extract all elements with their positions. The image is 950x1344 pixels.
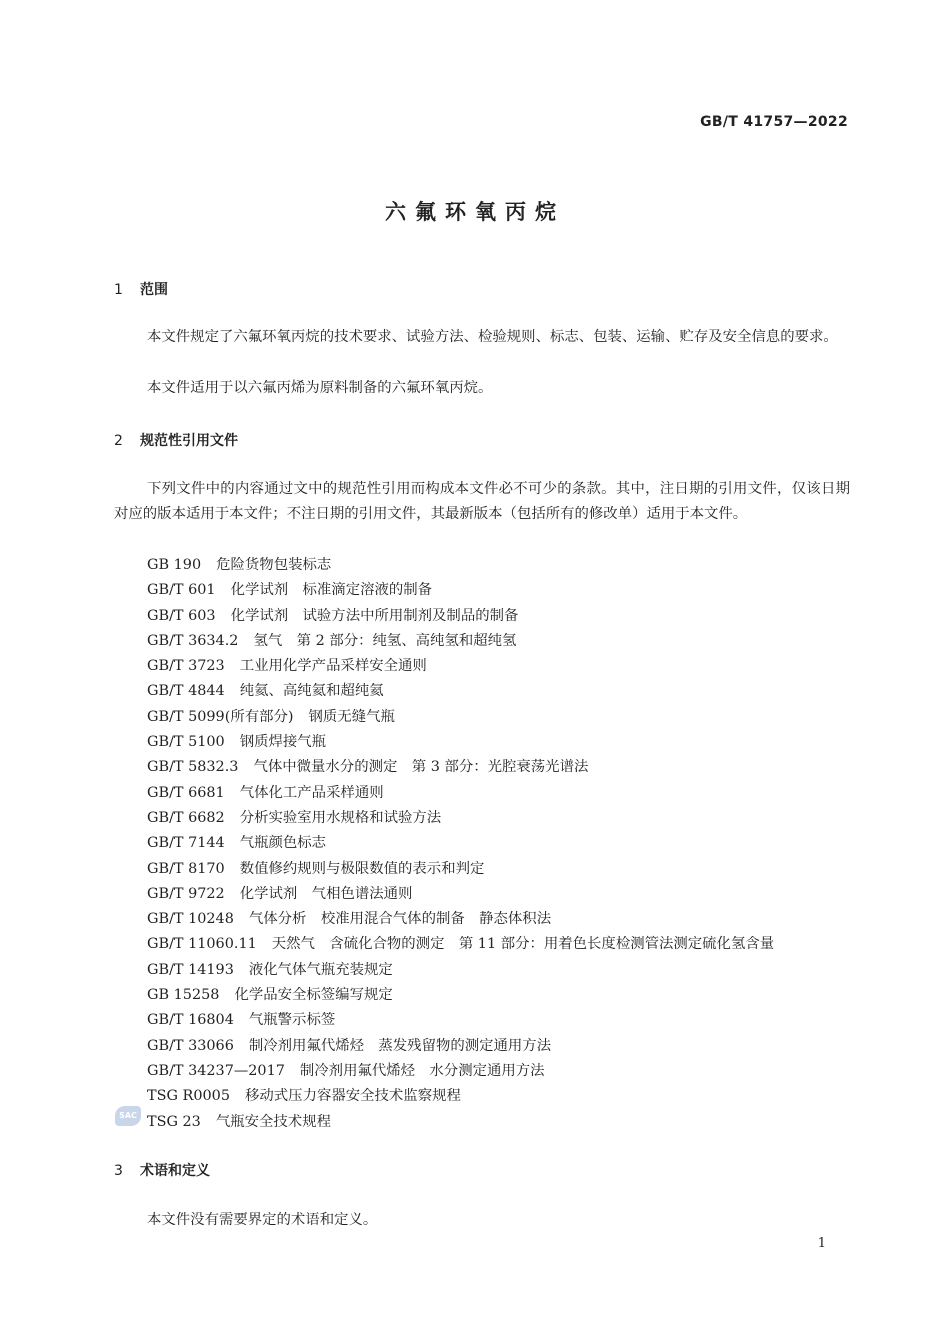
reference-title: 化学试剂 标准滴定溶液的制备 [230, 582, 433, 599]
reference-code: GB/T 5099(所有部分) [147, 708, 294, 725]
section-number: 3 [114, 1163, 123, 1179]
section-3-heading [114, 1160, 210, 1180]
reference-title: 化学品安全标签编写规定 [234, 987, 393, 1004]
reference-item [147, 654, 774, 679]
reference-item [147, 679, 774, 704]
reference-title: 气瓶颜色标志 [239, 835, 327, 852]
reference-item [147, 958, 774, 983]
reference-title: 氢气 第 2 部分：纯氢、高纯氢和超纯氢 [253, 632, 517, 649]
section-1-paragraph-2: 本文件适用于以六氟丙烯为原料制备的六氟环氧丙烷。 [147, 380, 493, 396]
reference-title: 制冷剂用氟代烯烃 蒸发残留物的测定通用方法 [248, 1037, 552, 1054]
reference-title: 气体化工产品采样通则 [239, 784, 384, 801]
reference-code: GB/T 14193 [147, 961, 234, 978]
reference-title: 移动式压力容器安全技术监察规程 [245, 1088, 461, 1105]
reference-title: 气瓶警示标签 [248, 1012, 336, 1029]
reference-item [147, 1059, 774, 1084]
reference-title: 钢质焊接气瓶 [239, 734, 327, 751]
reference-title: 危险货物包装标志 [216, 557, 332, 573]
reference-item [147, 907, 774, 932]
reference-item [147, 882, 774, 907]
reference-item [147, 755, 774, 780]
reference-code: GB/T 3723 [147, 658, 225, 675]
reference-code: GB 15258 [147, 987, 220, 1004]
reference-code: GB/T 8170 [147, 860, 225, 877]
section-3-paragraph-1: 本文件没有需要界定的术语和定义。 [147, 1212, 378, 1228]
sac-watermark-logo: SAC [115, 1106, 141, 1126]
reference-code: GB/T 34237—2017 [147, 1062, 285, 1079]
section-2-paragraph-1: 下列文件中的内容通过文中的规范性引用而构成本文件必不可少的条款。其中，注日期的引用文件，仅该日期对应的版本适用于本文件；不注日期的引用文件，其最新版本（包括所有的修改单）适用于本文件。 [114, 481, 850, 522]
section-2-heading [114, 430, 238, 450]
reference-code: GB/T 16804 [147, 1012, 234, 1029]
reference-code: GB/T 3634.2 [147, 632, 239, 649]
reference-code: GB/T 5832.3 [147, 759, 239, 776]
reference-code: GB/T 6682 [147, 809, 225, 826]
reference-item [147, 553, 774, 578]
page-number: 1 [817, 1236, 826, 1251]
reference-code: GB/T 601 [147, 582, 216, 599]
reference-title: 制冷剂用氟代烯烃 水分测定通用方法 [299, 1062, 545, 1079]
reference-item [147, 705, 774, 730]
reference-title: 工业用化学产品采样安全通则 [239, 658, 427, 675]
reference-code: TSG R0005 [147, 1088, 230, 1105]
reference-item [147, 1084, 774, 1109]
reference-item [147, 578, 774, 603]
reference-item [147, 1034, 774, 1059]
reference-item [147, 932, 774, 957]
reference-item [147, 1008, 774, 1033]
standard-code: GB/T 41757—2022 [700, 114, 848, 130]
reference-title: 气体分析 校准用混合气体的制备 静态体积法 [248, 911, 552, 928]
reference-code: GB 190 [147, 557, 202, 573]
reference-title: 化学试剂 试验方法中所用制剂及制品的制备 [230, 607, 519, 624]
reference-title: 纯氦、高纯氦和超纯氦 [239, 683, 384, 700]
reference-code: GB/T 6681 [147, 784, 225, 801]
reference-item [147, 806, 774, 831]
reference-title: 数值修约规则与极限数值的表示和判定 [239, 860, 485, 877]
reference-item [147, 730, 774, 755]
reference-list [147, 553, 774, 1135]
reference-item [147, 629, 774, 654]
document-title: 六氟环氧丙烷 [385, 200, 565, 224]
reference-code: GB/T 33066 [147, 1037, 234, 1054]
reference-code: GB/T 5100 [147, 734, 225, 751]
reference-item [147, 857, 774, 882]
reference-code: GB/T 11060.11 [147, 936, 257, 953]
section-1-paragraph-1: 本文件规定了六氟环氧丙烷的技术要求、试验方法、检验规则、标志、包装、运输、贮存及安全信息的要求。 [147, 329, 838, 345]
section-number: 1 [114, 282, 123, 298]
reference-title: 气体中微量水分的测定 第 3 部分：光腔衰荡光谱法 [253, 759, 589, 776]
reference-title: 天然气 含硫化合物的测定 第 11 部分：用着色长度检测管法测定硫化氢含量 [271, 936, 775, 953]
reference-code: GB/T 10248 [147, 911, 234, 928]
reference-title: 液化气体气瓶充装规定 [248, 961, 393, 978]
section-title: 规范性引用文件 [140, 433, 238, 449]
reference-code: GB/T 9722 [147, 885, 225, 902]
reference-code: GB/T 603 [147, 607, 216, 624]
section-1-heading [114, 279, 168, 299]
section-number: 2 [114, 433, 123, 449]
reference-title: 化学试剂 气相色谱法通则 [239, 885, 413, 902]
reference-title: 气瓶安全技术规程 [215, 1113, 331, 1130]
reference-title: 钢质无缝气瓶 [308, 708, 395, 725]
section-title: 术语和定义 [140, 1163, 210, 1179]
reference-title: 分析实验室用水规格和试验方法 [239, 809, 442, 826]
section-title: 范围 [140, 282, 168, 298]
reference-item [147, 831, 774, 856]
reference-code: TSG 23 [147, 1113, 201, 1130]
reference-item [147, 604, 774, 629]
reference-item [147, 781, 774, 806]
reference-code: GB/T 4844 [147, 683, 225, 700]
reference-item [147, 983, 774, 1008]
reference-code: GB/T 7144 [147, 835, 225, 852]
reference-item [147, 1110, 774, 1135]
